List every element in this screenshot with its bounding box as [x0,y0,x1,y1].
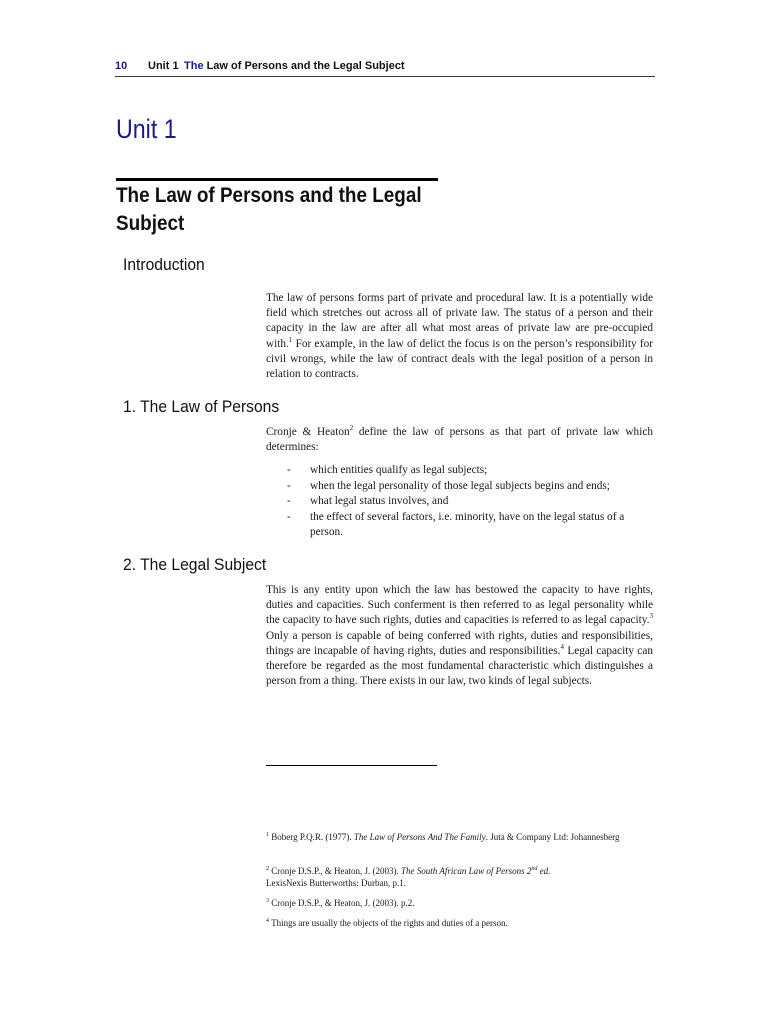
footnote-rule [266,765,437,766]
list-item-text: the effect of several factors, i.e. minority, have on the legal status of a person. [310,510,625,538]
running-header [115,60,655,77]
bullet-dash: - [287,510,291,523]
footnote-ref-3: 3 [649,612,653,621]
footnote-number: 2 [266,866,269,872]
footnote-ref-1: 1 [288,335,293,344]
footnote-number: 1 [266,832,269,838]
header-title-accent: The [184,60,204,72]
law-of-persons-paragraph [266,425,653,455]
list-item [266,479,653,495]
legal-subject-paragraph [266,583,653,689]
law-of-persons-list [266,463,653,541]
footnote-2 [266,866,646,889]
footnote-title: The South African Law of Persons 2 [401,866,532,876]
footnote-text: LexisNexis Butterworths: Durban, p.1. [266,877,406,888]
footnote-number: 3 [266,898,269,904]
footnote-4 [266,918,646,930]
law-of-persons-text-a: Cronje & Heaton [266,426,350,438]
bullet-dash: - [287,464,291,476]
chapter-title: The Law of Persons and the Legal Subject [116,184,422,235]
introduction-paragraph [266,291,653,382]
footnote-ref-4: 4 [560,643,564,652]
footnote-title: The Law of Persons And The Family [353,832,486,842]
footnote-ref-2: 2 [349,424,354,433]
list-item [266,463,653,479]
footnote-text: Cronje D.S.P., & Heaton, J. (2003). p.2. [269,898,415,908]
section-heading-law-of-persons: 1. The Law of Persons [123,397,280,416]
section-heading-legal-subject: 2. The Legal Subject [123,555,267,574]
unit-heading: Unit 1 [116,114,177,144]
list-item-text: when the legal personality of those legal subjects begins and ends; [310,479,610,492]
footnote-title-sup: nd [531,866,538,872]
footnote-text: Boberg P.Q.R. (1977). [269,832,354,842]
section-heading-introduction: Introduction [123,255,205,274]
legal-subject-text-c: Legal capacity can therefore be regarded as the most fundamental characteristic which distinguishes a person from a thing. There exists in our law, two kinds of legal subjects. [266,644,653,688]
list-item-text: which entities qualify as legal subjects; [310,464,488,476]
footnote-text: . Juta & Company Ltd: Johannesberg [485,832,620,842]
legal-subject-text-b: Only a person is capable of being conferred with rights, duties and responsibilities, things are incapable of having rights, duties and responsibilities. [266,629,653,657]
legal-subject-text-a: This is any entity upon which the law has bestowed the capacity to have rights, duties and capacities. Such conferment is then referred to as legal personality while the capacity to have such rights, duties and capacities is referred to as legal capacity. [266,584,653,627]
list-item [266,494,653,510]
footnote-3 [266,898,646,910]
introduction-text-a: The law of persons forms part of private and procedural law. It is a potentially wide field which stretches out across all of private law. The status of a person and their capacity in the law are after all what most areas of private law are pre-occupied with. [266,292,653,350]
header-title: Law of Persons and the Legal Subject [206,60,405,72]
page-number: 10 [115,60,128,72]
footnote-number: 4 [266,918,269,924]
chapter-rule [116,178,438,181]
footnote-text: Things are usually the objects of the rights and duties of a person. [269,918,508,928]
law-of-persons-text-b: define the law of persons as that part of private law which determines: [266,426,653,454]
footnote-text: Cronje D.S.P., & Heaton, J. (2003). [269,866,401,876]
footnote-title-end: ed. [537,866,551,876]
bullet-dash: - [287,495,291,507]
list-item-text: what legal status involves, and [310,495,449,507]
introduction-text-b: For example, in the law of delict the focus is on the person’s responsibility for civil wrongs, while the law of contract deals with the legal position of a person in relation to contracts. [266,337,653,381]
bullet-dash: - [287,479,291,492]
list-item [266,510,653,541]
footnote-1 [266,832,646,844]
header-unit-label: Unit 1 [148,60,179,72]
